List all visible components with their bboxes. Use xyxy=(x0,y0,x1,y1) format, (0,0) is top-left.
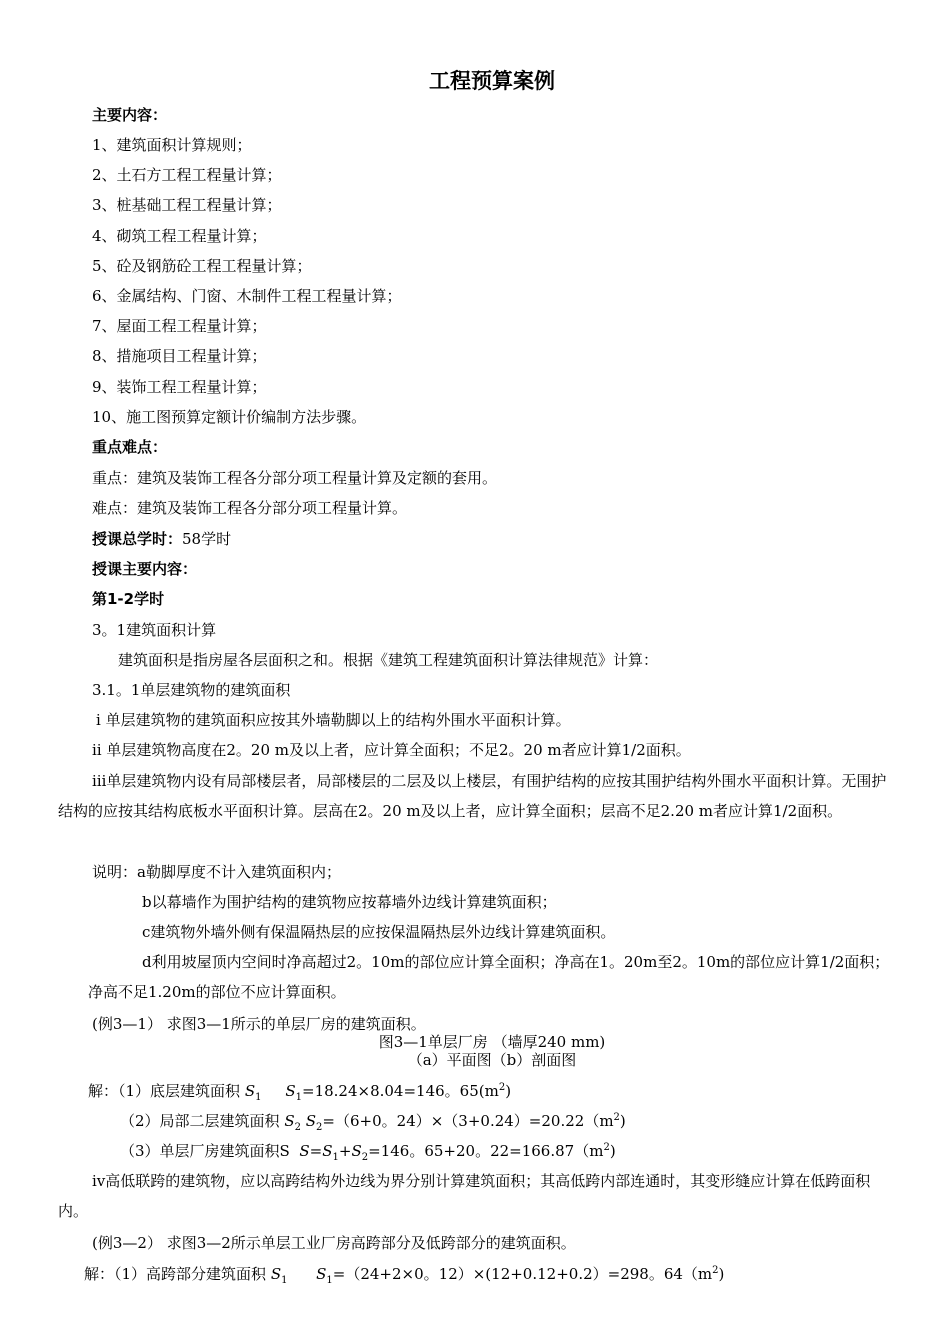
list-item: 7、屋面工程工程量计算； xyxy=(92,317,267,335)
example-1-step-3: （3）单层厂房建筑面积S $S=S_1+S_2=146$。65+20。$22=166.87(m^2)$ xyxy=(120,1142,616,1163)
step-label: （1）底层建筑面积 xyxy=(118,1082,241,1100)
note-a: 说明：a勒脚厚度不计入建筑面积内； xyxy=(92,863,341,881)
step-equation: =（6+0。24）×（3+0.24）=20.22（m xyxy=(322,1112,614,1130)
rule-iv: ⅳ高低联跨的建筑物，应以高跨结构外边线为界分别计算建筑面积；其高低跨内部连通时，其变形缝应计算在低跨面积内。 xyxy=(58,1172,871,1220)
note-b: b以幕墙作为围护结构的建筑物应按幕墙外边线计算建筑面积； xyxy=(142,893,557,911)
hours-value: 58学时 xyxy=(182,530,232,548)
rule-i: ⅰ 单层建筑物的建筑面积应按其外墙勒脚以上的结构外围水平面积计算。 xyxy=(96,711,571,729)
list-item: 10、施工图预算定额计价编制方法步骤。 xyxy=(92,408,367,426)
step-equation: =（24+2×0。12）×(12+0.12+0.2）=298。64（m xyxy=(332,1265,713,1283)
list-item: 8、措施项目工程量计算； xyxy=(92,347,267,365)
hours-label: 授课总学时： xyxy=(92,530,183,548)
difficulty-text: 难点：建筑及装饰工程各分部分项工程量计算。 xyxy=(92,499,408,517)
main-content-heading: 主要内容： xyxy=(92,106,168,124)
list-item: 2、土石方工程工程量计算； xyxy=(92,166,282,184)
rule-ii: ⅱ 单层建筑物高度在2。20 m及以上者，应计算全面积；不足2。20 m者应计算1/2面积。 xyxy=(92,741,691,759)
step-equation: =146。65+20。22=166.87（m xyxy=(368,1142,604,1160)
step-equation: =18.24×8.04=146。65(m xyxy=(302,1082,499,1100)
page-title: 工程预算案例 xyxy=(429,69,555,93)
example-1-question: (例3—1） 求图3—1所示的单层厂房的建筑面积。 xyxy=(92,1015,426,1033)
solution-label: 解： xyxy=(84,1265,115,1283)
note-c: c建筑物外墙外侧有保温隔热层的应按保温隔热层外边线计算建筑面积。 xyxy=(142,923,616,941)
rule-iii: ⅲ单层建筑物内设有局部楼层者，局部楼层的二层及以上楼层，有围护结构的应按其围护结构外围水平面积计算。无围护结构的应按其结构底板水平面积计算。层高在2。20 m及以上者，应计算全面积；层高不足2.20 m者应计算1/2面积。 xyxy=(58,772,887,820)
session-heading: 第1-2学时 xyxy=(92,590,165,608)
example-2-step-1: 解：（1）高跨部分建筑面积 $S_1$ $S_1=(24+2\times 0$。12）×(12+0.12+0.2）=298。$64(m^2)$ xyxy=(84,1265,725,1286)
course-heading: 授课主要内容： xyxy=(92,560,198,578)
section-3-1-1: 3.1。1单层建筑物的建筑面积 xyxy=(92,681,291,699)
note-d: d利用坡屋顶内空间时净高超过2。10m的部位应计算全面积；净高在1。20m至2。10m的部位应计算1/2面积；净高不足1.20m的部位不应计算面积。 xyxy=(88,953,890,1001)
list-item: 5、砼及钢筋砼工程工程量计算； xyxy=(92,257,312,275)
figure-3-1-subcaption: （a）平面图（b）剖面图 xyxy=(407,1051,577,1069)
example-2-question: (例3—2） 求图3—2所示单层工业厂房高跨部分及低跨部分的建筑面积。 xyxy=(92,1234,576,1252)
solution-label: 解： xyxy=(88,1082,119,1100)
section-3-1: 3。1建筑面积计算 xyxy=(92,621,217,639)
step-label: （3）单层厂房建筑面积S xyxy=(120,1142,290,1160)
list-item: 9、装饰工程工程量计算； xyxy=(92,378,267,396)
list-item: 1、建筑面积计算规则； xyxy=(92,136,252,154)
step-label: （1）高跨部分建筑面积 xyxy=(114,1265,267,1283)
example-1-step-2: （2）局部二层建筑面积 $S_2$ $S_2=(6+0$。$24)\times(3+0.24)=20.22(m^2)$ xyxy=(120,1112,626,1133)
list-item: 4、砌筑工程工程量计算； xyxy=(92,227,267,245)
list-item: 6、金属结构、门窗、木制件工程工程量计算； xyxy=(92,287,402,305)
step-label: （2）局部二层建筑面积 xyxy=(120,1112,280,1130)
section-3-1-description: 建筑面积是指房屋各层面积之和。根据《建筑工程建筑面积计算法律规范》计算： xyxy=(118,651,659,669)
example-1-step-1: 解：（1）底层建筑面积 $S_1$ $S_1=18.24\times 8.04=146$。$65(m^2)$ xyxy=(88,1082,512,1103)
list-item: 3、桩基础工程工程量计算； xyxy=(92,196,282,214)
key-points-heading: 重点难点： xyxy=(92,438,168,456)
hours-line xyxy=(92,529,231,549)
figure-3-1-caption: 图3—1单层厂房 （墙厚240 mm) xyxy=(378,1033,606,1051)
focus-text: 重点：建筑及装饰工程各分部分项工程量计算及定额的套用。 xyxy=(92,469,498,487)
